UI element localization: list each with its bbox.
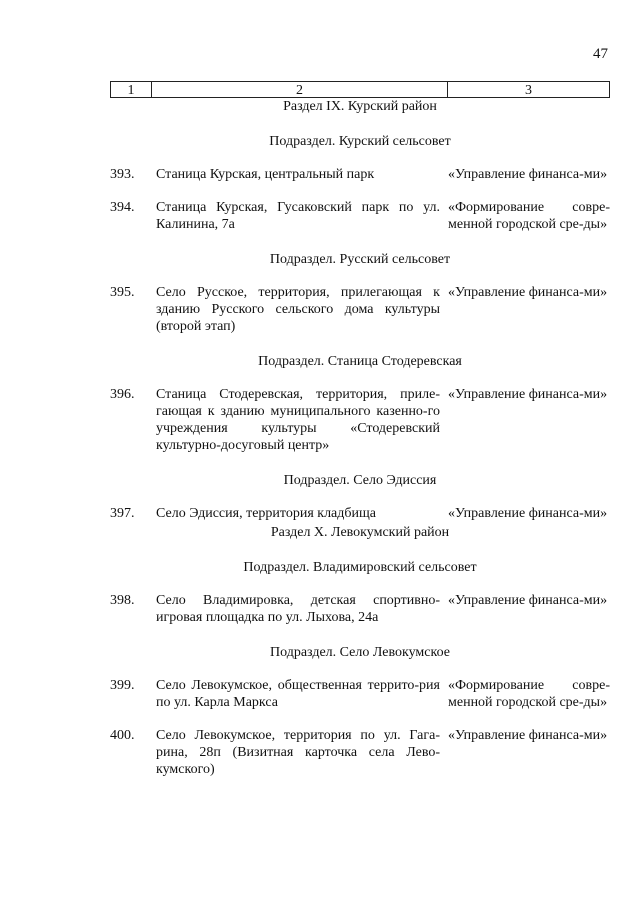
subsection-heading: Подраздел. Станица Стодеревская bbox=[258, 354, 462, 369]
column-header-row bbox=[110, 81, 610, 98]
column-header-1: 1 bbox=[111, 82, 152, 97]
entry-program: «Управление финанса-ми» bbox=[448, 387, 608, 402]
section-heading: Раздел X. Левокумский район bbox=[270, 525, 450, 540]
entry-number: 395. bbox=[110, 285, 135, 300]
subsection-heading: Подраздел. Владимировский сельсовет bbox=[243, 560, 477, 575]
subsection-heading: Подраздел. Село Эдиссия bbox=[283, 473, 437, 488]
list-item bbox=[110, 592, 610, 626]
entry-program: «Управление финанса-ми» bbox=[448, 593, 608, 608]
entry-number: 393. bbox=[110, 167, 135, 182]
column-header-2: 2 bbox=[152, 82, 448, 97]
entry-number: 394. bbox=[110, 200, 135, 215]
entry-description: Село Левокумское, территория по ул. Гага-рина, 28п (Визитная карточка села Лево-кумского) bbox=[156, 728, 440, 777]
entry-description: Село Русское, территория, прилегающая к зданию Русского сельского дома культуры (второй этап) bbox=[156, 285, 440, 334]
entry-number: 396. bbox=[110, 387, 135, 402]
entry-program: «Управление финанса-ми» bbox=[448, 167, 608, 182]
entry-description: Село Эдиссия, территория кладбища bbox=[156, 506, 377, 521]
section-heading: Раздел IX. Курский район bbox=[283, 99, 437, 114]
entry-number: 398. bbox=[110, 593, 135, 608]
subsection-heading: Подраздел. Село Левокумское bbox=[270, 645, 450, 660]
list-item bbox=[110, 727, 610, 778]
page-number: 47 bbox=[593, 46, 608, 62]
column-header-3: 3 bbox=[525, 83, 532, 98]
entry-description: Станица Курская, Гусаковский парк по ул. Калинина, 7а bbox=[156, 200, 440, 232]
entry-program: «Управление финанса-ми» bbox=[448, 728, 608, 743]
list-item bbox=[110, 166, 610, 183]
list-item bbox=[110, 677, 610, 711]
entry-program: «Формирование совре-менной городской сре-ды» bbox=[448, 678, 610, 710]
entry-description: Село Левокумское, общественная террито-рия по ул. Карла Маркса bbox=[156, 678, 440, 710]
entry-program: «Управление финанса-ми» bbox=[448, 506, 608, 521]
list-item bbox=[110, 386, 610, 454]
document-body bbox=[110, 98, 610, 778]
list-item bbox=[110, 284, 610, 335]
list-item bbox=[110, 199, 610, 233]
entry-number: 399. bbox=[110, 678, 135, 693]
entry-number: 400. bbox=[110, 728, 135, 743]
entry-program: «Формирование совре-менной городской сре-ды» bbox=[448, 200, 610, 232]
subsection-heading: Подраздел. Русский сельсовет bbox=[269, 252, 451, 267]
entry-number: 397. bbox=[110, 506, 135, 521]
entry-description: Станица Курская, центральный парк bbox=[156, 167, 375, 182]
entry-program: «Управление финанса-ми» bbox=[448, 285, 608, 300]
entry-description: Станица Стодеревская, территория, приле-гающая к зданию муниципального казенно-го учреждения культуры «Стодеревский культурно-досуговый центр» bbox=[156, 387, 440, 453]
subsection-heading: Подраздел. Курский сельсовет bbox=[269, 134, 451, 149]
entry-description: Село Владимировка, детская спортивно-игровая площадка по ул. Лыхова, 24а bbox=[156, 593, 440, 625]
list-item bbox=[110, 505, 610, 522]
